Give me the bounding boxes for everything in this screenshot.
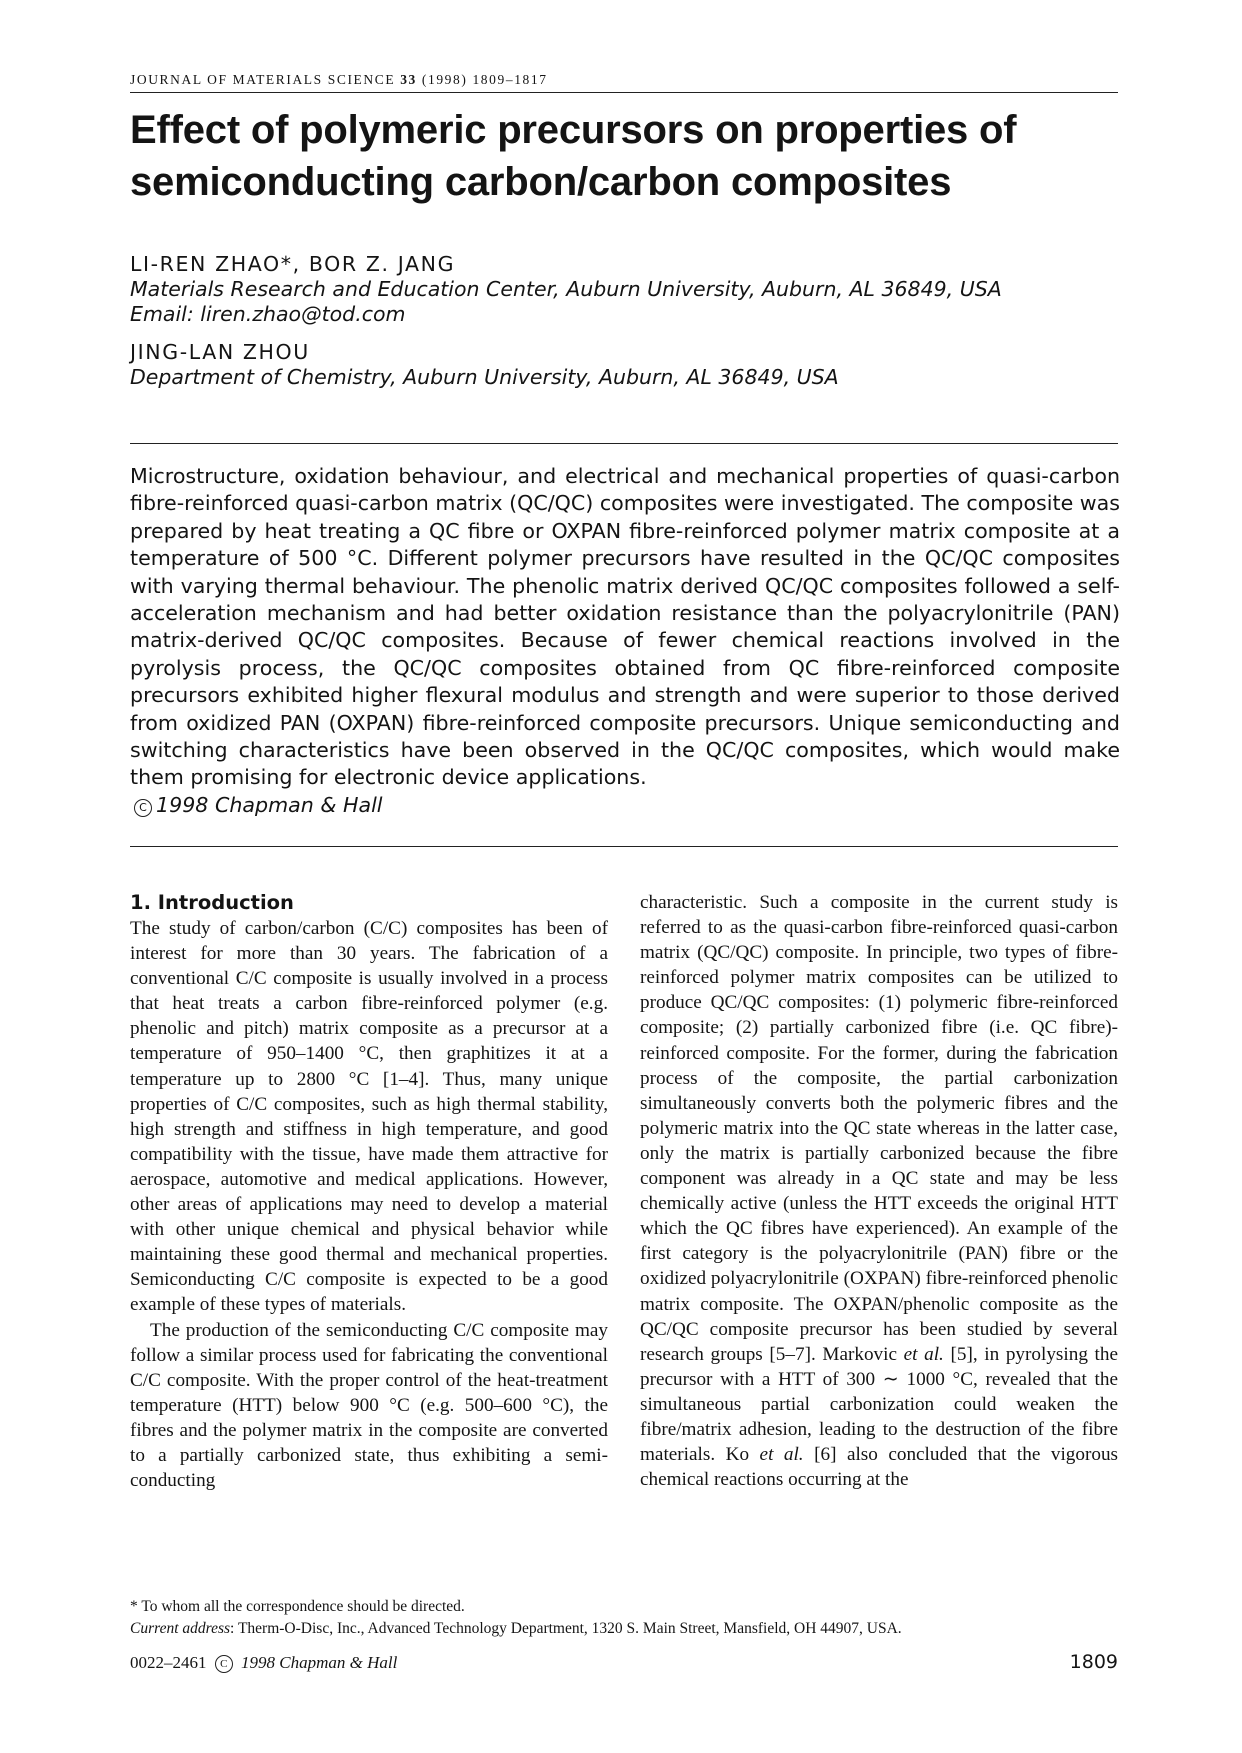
abstract-top-rule (130, 443, 1118, 444)
section-heading: 1. Introduction (130, 891, 294, 914)
footnote-text: : Therm-O-Disc, Inc., Advanced Technology Department, 1320 S. Main Street, Mansfield, OH 44907, USA. (230, 1620, 902, 1637)
paragraph (640, 890, 1118, 1492)
journal-name: JOURNAL OF MATERIALS SCIENCE (130, 72, 396, 87)
copyright-icon: C (134, 799, 152, 817)
et-al: et al. (759, 1444, 804, 1466)
paragraph-part: [6] also concluded that the vigorous chemical reactions occurring at the (640, 1444, 1119, 1491)
article-title (130, 104, 1118, 208)
paragraph: The study of carbon/carbon (C/C) composites has been of interest for more than 30 years. The fabrication of a conventional C/C composite is usually involved in a process that heat treats a carbon fibre-reinforced polymer (e.g. phenolic and pitch) matrix composite as a precursor at a temperature of 950–1400 °C, then graphitizes it at a temperature up to 2800 °C [1–4]. Thus, many unique properties of C/C composites, such as high thermal stability, high strength and stiffness in high temperature, and good compatibility with the tissue, have made them attractive for aerospace, automotive and medical applications. However, other areas of applications may need to develop a material with other unique chemical and physical behavior while maintaining these good thermal and mechanical properties. Semiconducting C/C composite is expected to be a good example of these types of materials. (130, 918, 608, 1316)
right-column (640, 890, 1118, 1492)
author-group-1: LI-REN ZHAO*, BOR Z. JANG (130, 252, 456, 276)
affiliation-1: Materials Research and Education Center, Auburn University, Auburn, AL 36849, USA (130, 277, 1002, 301)
affiliation-2: Department of Chemistry, Auburn University, Auburn, AL 36849, USA (130, 365, 839, 389)
footnote-correspondence: * To whom all the correspondence should be directed. (130, 1598, 465, 1615)
journal-pages: (1998) 1809–1817 (421, 72, 548, 87)
footer-publisher: 1998 Chapman & Hall (241, 1653, 398, 1672)
author-group-2: JING-LAN ZHOU (130, 340, 310, 364)
paragraph: The production of the semiconducting C/C composite may follow a similar process used for fabricating the conventional C/C composite. With the proper control of the heat-treatment temperature (HTT) below 900 °C (e.g. 500–600 °C), the fibres and the polymer matrix in the composite are converted to a partially carbonized state, thus exhibiting a semi-conducting (130, 1319, 608, 1492)
abstract-copyright-text: 1998 Chapman & Hall (156, 792, 383, 817)
header-rule (130, 92, 1118, 93)
abstract-bottom-rule (130, 846, 1118, 847)
copyright-icon: C (215, 1655, 233, 1673)
title-line-1: Effect of polymeric precursors on properties of (130, 108, 1017, 152)
page-number: 1809 (1069, 1651, 1118, 1673)
abstract-text: Microstructure, oxidation behaviour, and electrical and mechanical properties of quasi-carbon fibre-reinforced quasi-carbon matrix (QC/QC) composites were investigated. The composite was prepared by heat treating a QC fibre or OXPAN fibre-reinforced polymer matrix composite at a temperature of 500 °C. Different polymer precursors have resulted in the QC/QC composites with varying thermal behaviour. The phenolic matrix derived QC/QC composites followed a self-acceleration mechanism and had better oxidation resistance than the polyacrylonitrile (PAN) matrix-derived QC/QC composites. Because of fewer chemical reactions involved in the pyrolysis process, the QC/QC composites obtained from QC fibre-reinforced composite precursors exhibited higher flexural modulus and strength and were superior to those derived from oxidized PAN (OXPAN) fibre-reinforced composite precursors. Unique semiconducting and switching characteristics have been observed in the QC/QC composites, which would make them promising for electronic device applications. (130, 464, 1120, 790)
abstract (130, 463, 1120, 819)
footnote-address (130, 1620, 902, 1638)
left-column (130, 890, 608, 1493)
author-email: Email: liren.zhao@tod.com (130, 302, 406, 326)
paragraph-part: characteristic. Such a composite in the current study is referred to as the quasi-carbon fibre-reinforced quasi-carbon matrix (QC/QC) composite. In principle, two types of fibre-reinforced polymer matrix composites can be utilized to produce QC/QC composites: (1) polymeric fibre-reinforced composite; (2) partially carbonized fibre (i.e. QC fibre)-reinforced composite. For the former, during the fabrication process of the composite, the partial carbonization simultaneously converts both the polymeric fibres and the polymeric matrix into the QC state whereas in the latter case, only the matrix is partially carbonized because the fibre component was already in a QC state and may be less chemically active (unless the HTT exceeds the original HTT which the QC fibres have experienced). An example of the first category is the polyacrylonitrile (PAN) fibre or the oxidized polyacrylonitrile (OXPAN) fibre-reinforced phenolic matrix composite. The OXPAN/phenolic composite as the QC/QC composite precursor has been studied by several research groups [5–7]. Markovic (640, 892, 1118, 1365)
running-head (130, 72, 548, 88)
footnote-label: Current address (130, 1620, 231, 1637)
issn-code: 0022–2461 (130, 1653, 207, 1672)
journal-volume: 33 (400, 72, 417, 87)
title-line-2: semiconducting carbon/carbon composites (130, 160, 952, 204)
et-al: et al. (903, 1343, 944, 1365)
footer-issn (130, 1653, 397, 1673)
paragraph-part: [5], in pyrolysing the precursor with a HTT of 300 ∼ 1000 °C, revealed that the simultaneous partial carbonization could weaken the fibre/matrix adhesion, leading to the destruction of the fibre materials. Ko (640, 1343, 1118, 1466)
abstract-copyright (130, 793, 383, 817)
